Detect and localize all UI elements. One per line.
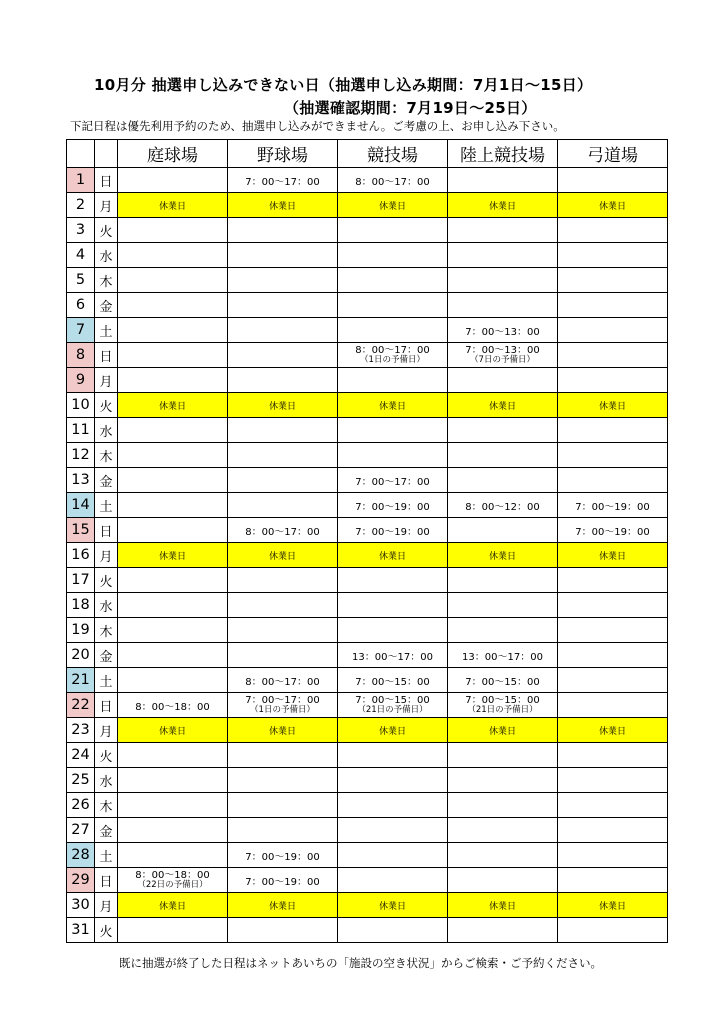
cell-athletics-stadium	[448, 818, 558, 843]
cell-athletics-stadium	[448, 593, 558, 618]
cell-athletics-stadium: 13：00～17：00	[448, 643, 558, 668]
cell-baseball-field: 休業日	[228, 543, 338, 568]
cell-stadium	[338, 593, 448, 618]
cell-tennis-court	[118, 643, 228, 668]
day-number: 13	[67, 468, 95, 493]
cell-archery-range	[558, 243, 668, 268]
day-number: 1	[67, 168, 95, 193]
cell-tennis-court: 休業日	[118, 543, 228, 568]
header-athletics-stadium: 陸上競技場	[448, 140, 558, 168]
day-number: 27	[67, 818, 95, 843]
cell-archery-range: 休業日	[558, 193, 668, 218]
weekday: 月	[95, 368, 118, 393]
cell-stadium: 13：00～17：00	[338, 643, 448, 668]
weekday: 日	[95, 168, 118, 193]
cell-athletics-stadium: 休業日	[448, 193, 558, 218]
cell-athletics-stadium: 休業日	[448, 393, 558, 418]
cell-baseball-field: 休業日	[228, 718, 338, 743]
header-archery-range: 弓道場	[558, 140, 668, 168]
cell-archery-range	[558, 368, 668, 393]
cell-tennis-court	[118, 493, 228, 518]
reserved-time: 7：00～15：00	[465, 695, 540, 706]
cell-archery-range	[558, 318, 668, 343]
weekday: 月	[95, 893, 118, 918]
cell-archery-range: 休業日	[558, 718, 668, 743]
cell-archery-range	[558, 268, 668, 293]
weekday: 日	[95, 518, 118, 543]
cell-athletics-stadium: 休業日	[448, 893, 558, 918]
cell-tennis-court	[118, 368, 228, 393]
day-number: 6	[67, 293, 95, 318]
cell-stadium	[338, 843, 448, 868]
day-number: 5	[67, 268, 95, 293]
weekday: 日	[95, 343, 118, 368]
cell-tennis-court	[118, 218, 228, 243]
cell-tennis-court	[118, 418, 228, 443]
table-row	[67, 368, 668, 393]
weekday: 月	[95, 193, 118, 218]
table-row	[67, 693, 668, 718]
cell-tennis-court	[118, 343, 228, 368]
reserved-time: 7：00～15：00	[355, 695, 430, 706]
weekday: 木	[95, 793, 118, 818]
cell-baseball-field: 7：00～19：00	[228, 868, 338, 893]
cell-baseball-field	[228, 643, 338, 668]
cell-archery-range	[558, 618, 668, 643]
cell-tennis-court	[118, 468, 228, 493]
day-number: 24	[67, 743, 95, 768]
cell-tennis-court	[118, 243, 228, 268]
header-day	[67, 140, 95, 168]
day-number: 17	[67, 568, 95, 593]
day-number: 4	[67, 243, 95, 268]
cell-athletics-stadium	[448, 518, 558, 543]
cell-athletics-stadium	[448, 568, 558, 593]
cell-athletics-stadium	[448, 618, 558, 643]
cell-stadium	[338, 218, 448, 243]
cell-stadium: 7：00～17：00	[338, 468, 448, 493]
weekday: 水	[95, 418, 118, 443]
table-row	[67, 643, 668, 668]
schedule-table	[66, 139, 668, 943]
table-row	[67, 618, 668, 643]
day-number: 10	[67, 393, 95, 418]
weekday: 土	[95, 843, 118, 868]
weekday: 土	[95, 318, 118, 343]
cell-archery-range	[558, 668, 668, 693]
cell-tennis-court	[118, 843, 228, 868]
cell-baseball-field	[228, 743, 338, 768]
cell-athletics-stadium	[448, 693, 558, 718]
table-row	[67, 743, 668, 768]
cell-archery-range	[558, 693, 668, 718]
day-number: 21	[67, 668, 95, 693]
weekday: 火	[95, 393, 118, 418]
cell-athletics-stadium	[448, 418, 558, 443]
cell-stadium	[338, 693, 448, 718]
day-number: 9	[67, 368, 95, 393]
weekday: 木	[95, 618, 118, 643]
cell-baseball-field	[228, 493, 338, 518]
cell-stadium	[338, 268, 448, 293]
day-number: 3	[67, 218, 95, 243]
cell-baseball-field	[228, 768, 338, 793]
cell-tennis-court	[118, 443, 228, 468]
cell-athletics-stadium	[448, 868, 558, 893]
cell-archery-range: 7：00～19：00	[558, 493, 668, 518]
weekday: 日	[95, 693, 118, 718]
table-row	[67, 593, 668, 618]
cell-stadium	[338, 768, 448, 793]
reserve-day-note: （21日の予備日）	[467, 705, 538, 715]
day-number: 7	[67, 318, 95, 343]
cell-baseball-field	[228, 918, 338, 943]
document-subtitle: （抽選確認期間：7月19日～25日）	[284, 99, 537, 117]
cell-stadium: 8：00～17：00	[338, 168, 448, 193]
cell-stadium: 休業日	[338, 393, 448, 418]
header-tennis-court: 庭球場	[118, 140, 228, 168]
cell-athletics-stadium	[448, 368, 558, 393]
cell-archery-range	[558, 293, 668, 318]
cell-archery-range	[558, 218, 668, 243]
cell-baseball-field: 休業日	[228, 193, 338, 218]
weekday: 水	[95, 593, 118, 618]
reserved-time: 7：00～13：00	[465, 345, 540, 356]
day-number: 20	[67, 643, 95, 668]
weekday: 月	[95, 543, 118, 568]
table-row	[67, 893, 668, 918]
cell-stadium: 7：00～19：00	[338, 518, 448, 543]
day-number: 28	[67, 843, 95, 868]
table-row	[67, 818, 668, 843]
cell-baseball-field	[228, 418, 338, 443]
cell-tennis-court	[118, 743, 228, 768]
cell-archery-range: 休業日	[558, 893, 668, 918]
day-number: 25	[67, 768, 95, 793]
weekday: 金	[95, 293, 118, 318]
table-row	[67, 418, 668, 443]
notice-text: 下記日程は優先利用予約のため、抽選申し込みができません。ご考慮の上、お申し込み下さい。	[70, 119, 565, 133]
cell-athletics-stadium: 休業日	[448, 718, 558, 743]
cell-stadium: 休業日	[338, 193, 448, 218]
weekday: 土	[95, 668, 118, 693]
table-row	[67, 393, 668, 418]
day-number: 14	[67, 493, 95, 518]
table-row	[67, 668, 668, 693]
cell-baseball-field	[228, 368, 338, 393]
table-row	[67, 243, 668, 268]
table-row	[67, 218, 668, 243]
cell-baseball-field	[228, 343, 338, 368]
cell-archery-range: 休業日	[558, 543, 668, 568]
day-number: 23	[67, 718, 95, 743]
table-row	[67, 718, 668, 743]
reserve-day-note: （7日の予備日）	[470, 355, 535, 365]
cell-tennis-court	[118, 918, 228, 943]
table-row	[67, 193, 668, 218]
header-baseball-field: 野球場	[228, 140, 338, 168]
weekday: 火	[95, 218, 118, 243]
cell-archery-range	[558, 443, 668, 468]
cell-archery-range	[558, 168, 668, 193]
cell-tennis-court	[118, 268, 228, 293]
header-stadium: 競技場	[338, 140, 448, 168]
weekday: 月	[95, 718, 118, 743]
weekday: 火	[95, 743, 118, 768]
cell-tennis-court: 8：00～18：00	[118, 693, 228, 718]
weekday: 金	[95, 818, 118, 843]
cell-archery-range	[558, 468, 668, 493]
cell-baseball-field	[228, 793, 338, 818]
cell-stadium	[338, 343, 448, 368]
cell-stadium	[338, 368, 448, 393]
cell-athletics-stadium	[448, 443, 558, 468]
cell-baseball-field	[228, 218, 338, 243]
reserved-time: 8：00～17：00	[355, 345, 430, 356]
cell-stadium	[338, 243, 448, 268]
cell-stadium: 休業日	[338, 893, 448, 918]
document-title: 10月分 抽選申し込みできない日（抽選申し込み期間：7月1日～15日）	[94, 76, 593, 94]
cell-archery-range	[558, 793, 668, 818]
schedule-body	[67, 168, 668, 943]
cell-athletics-stadium: 7：00～15：00	[448, 668, 558, 693]
cell-stadium	[338, 793, 448, 818]
cell-baseball-field: 7：00～17：00	[228, 168, 338, 193]
header-weekday	[95, 140, 118, 168]
cell-athletics-stadium	[448, 293, 558, 318]
table-row	[67, 518, 668, 543]
cell-tennis-court	[118, 768, 228, 793]
cell-archery-range	[558, 568, 668, 593]
cell-tennis-court	[118, 668, 228, 693]
cell-athletics-stadium	[448, 168, 558, 193]
day-number: 15	[67, 518, 95, 543]
cell-archery-range	[558, 843, 668, 868]
cell-athletics-stadium: 8：00～12：00	[448, 493, 558, 518]
weekday: 水	[95, 768, 118, 793]
table-row	[67, 918, 668, 943]
cell-tennis-court	[118, 168, 228, 193]
table-row	[67, 268, 668, 293]
cell-athletics-stadium: 休業日	[448, 543, 558, 568]
cell-stadium: 7：00～15：00	[338, 668, 448, 693]
cell-tennis-court	[118, 518, 228, 543]
day-number: 8	[67, 343, 95, 368]
cell-stadium	[338, 418, 448, 443]
weekday: 金	[95, 643, 118, 668]
cell-tennis-court: 休業日	[118, 393, 228, 418]
day-number: 30	[67, 893, 95, 918]
cell-stadium	[338, 568, 448, 593]
cell-stadium: 7：00～19：00	[338, 493, 448, 518]
cell-baseball-field: 8：00～17：00	[228, 518, 338, 543]
cell-baseball-field	[228, 318, 338, 343]
reserve-day-note: （22日の予備日）	[137, 880, 208, 890]
cell-athletics-stadium	[448, 768, 558, 793]
cell-tennis-court: 休業日	[118, 893, 228, 918]
day-number: 16	[67, 543, 95, 568]
table-row	[67, 493, 668, 518]
cell-baseball-field	[228, 443, 338, 468]
weekday: 火	[95, 918, 118, 943]
cell-athletics-stadium: 7：00～13：00	[448, 318, 558, 343]
table-row	[67, 343, 668, 368]
reserve-day-note: （1日の予備日）	[250, 705, 315, 715]
cell-baseball-field	[228, 593, 338, 618]
table-row	[67, 568, 668, 593]
day-number: 11	[67, 418, 95, 443]
cell-archery-range	[558, 868, 668, 893]
cell-athletics-stadium	[448, 343, 558, 368]
cell-stadium	[338, 293, 448, 318]
footer-text: 既に抽選が終了した日程はネットあいちの「施設の空き状況」からご検索・ご予約ください。	[119, 956, 602, 970]
cell-baseball-field	[228, 243, 338, 268]
cell-stadium: 休業日	[338, 543, 448, 568]
cell-athletics-stadium	[448, 218, 558, 243]
cell-baseball-field: 休業日	[228, 893, 338, 918]
table-row	[67, 793, 668, 818]
cell-archery-range	[558, 343, 668, 368]
weekday: 金	[95, 468, 118, 493]
cell-baseball-field: 休業日	[228, 393, 338, 418]
cell-archery-range	[558, 743, 668, 768]
cell-athletics-stadium	[448, 793, 558, 818]
cell-baseball-field: 8：00～17：00	[228, 668, 338, 693]
reserved-time: 7：00～17：00	[245, 695, 320, 706]
cell-archery-range: 7：00～19：00	[558, 518, 668, 543]
table-row	[67, 443, 668, 468]
table-row	[67, 468, 668, 493]
cell-tennis-court	[118, 293, 228, 318]
day-number: 12	[67, 443, 95, 468]
weekday: 木	[95, 443, 118, 468]
day-number: 22	[67, 693, 95, 718]
weekday: 日	[95, 868, 118, 893]
cell-athletics-stadium	[448, 918, 558, 943]
weekday: 水	[95, 243, 118, 268]
weekday: 火	[95, 568, 118, 593]
cell-baseball-field	[228, 693, 338, 718]
day-number: 18	[67, 593, 95, 618]
cell-athletics-stadium	[448, 268, 558, 293]
cell-archery-range	[558, 418, 668, 443]
cell-archery-range	[558, 593, 668, 618]
cell-tennis-court: 休業日	[118, 193, 228, 218]
cell-athletics-stadium	[448, 243, 558, 268]
cell-stadium	[338, 918, 448, 943]
table-row	[67, 843, 668, 868]
cell-baseball-field	[228, 568, 338, 593]
cell-tennis-court	[118, 868, 228, 893]
table-row	[67, 318, 668, 343]
cell-baseball-field	[228, 293, 338, 318]
cell-baseball-field: 7：00～19：00	[228, 843, 338, 868]
cell-stadium: 休業日	[338, 718, 448, 743]
table-row	[67, 543, 668, 568]
cell-stadium	[338, 443, 448, 468]
cell-athletics-stadium	[448, 468, 558, 493]
cell-stadium	[338, 743, 448, 768]
cell-tennis-court	[118, 793, 228, 818]
table-row	[67, 293, 668, 318]
cell-archery-range	[558, 818, 668, 843]
table-row	[67, 168, 668, 193]
cell-baseball-field	[228, 468, 338, 493]
cell-archery-range: 休業日	[558, 393, 668, 418]
cell-stadium	[338, 318, 448, 343]
weekday: 土	[95, 493, 118, 518]
cell-archery-range	[558, 768, 668, 793]
cell-athletics-stadium	[448, 843, 558, 868]
cell-stadium	[338, 818, 448, 843]
day-number: 19	[67, 618, 95, 643]
table-row	[67, 768, 668, 793]
cell-baseball-field	[228, 618, 338, 643]
reserve-day-note: （1日の予備日）	[360, 355, 425, 365]
day-number: 26	[67, 793, 95, 818]
cell-baseball-field	[228, 268, 338, 293]
weekday: 木	[95, 268, 118, 293]
header-row	[67, 140, 668, 168]
reserve-day-note: （21日の予備日）	[357, 705, 428, 715]
cell-tennis-court	[118, 318, 228, 343]
cell-archery-range	[558, 643, 668, 668]
cell-tennis-court	[118, 568, 228, 593]
cell-archery-range	[558, 918, 668, 943]
cell-athletics-stadium	[448, 743, 558, 768]
cell-stadium	[338, 618, 448, 643]
day-number: 2	[67, 193, 95, 218]
cell-tennis-court: 休業日	[118, 718, 228, 743]
cell-tennis-court	[118, 618, 228, 643]
reserved-time: 8：00～18：00	[135, 870, 210, 881]
cell-tennis-court	[118, 593, 228, 618]
table-row	[67, 868, 668, 893]
cell-baseball-field	[228, 818, 338, 843]
cell-tennis-court	[118, 818, 228, 843]
cell-stadium	[338, 868, 448, 893]
day-number: 31	[67, 918, 95, 943]
day-number: 29	[67, 868, 95, 893]
